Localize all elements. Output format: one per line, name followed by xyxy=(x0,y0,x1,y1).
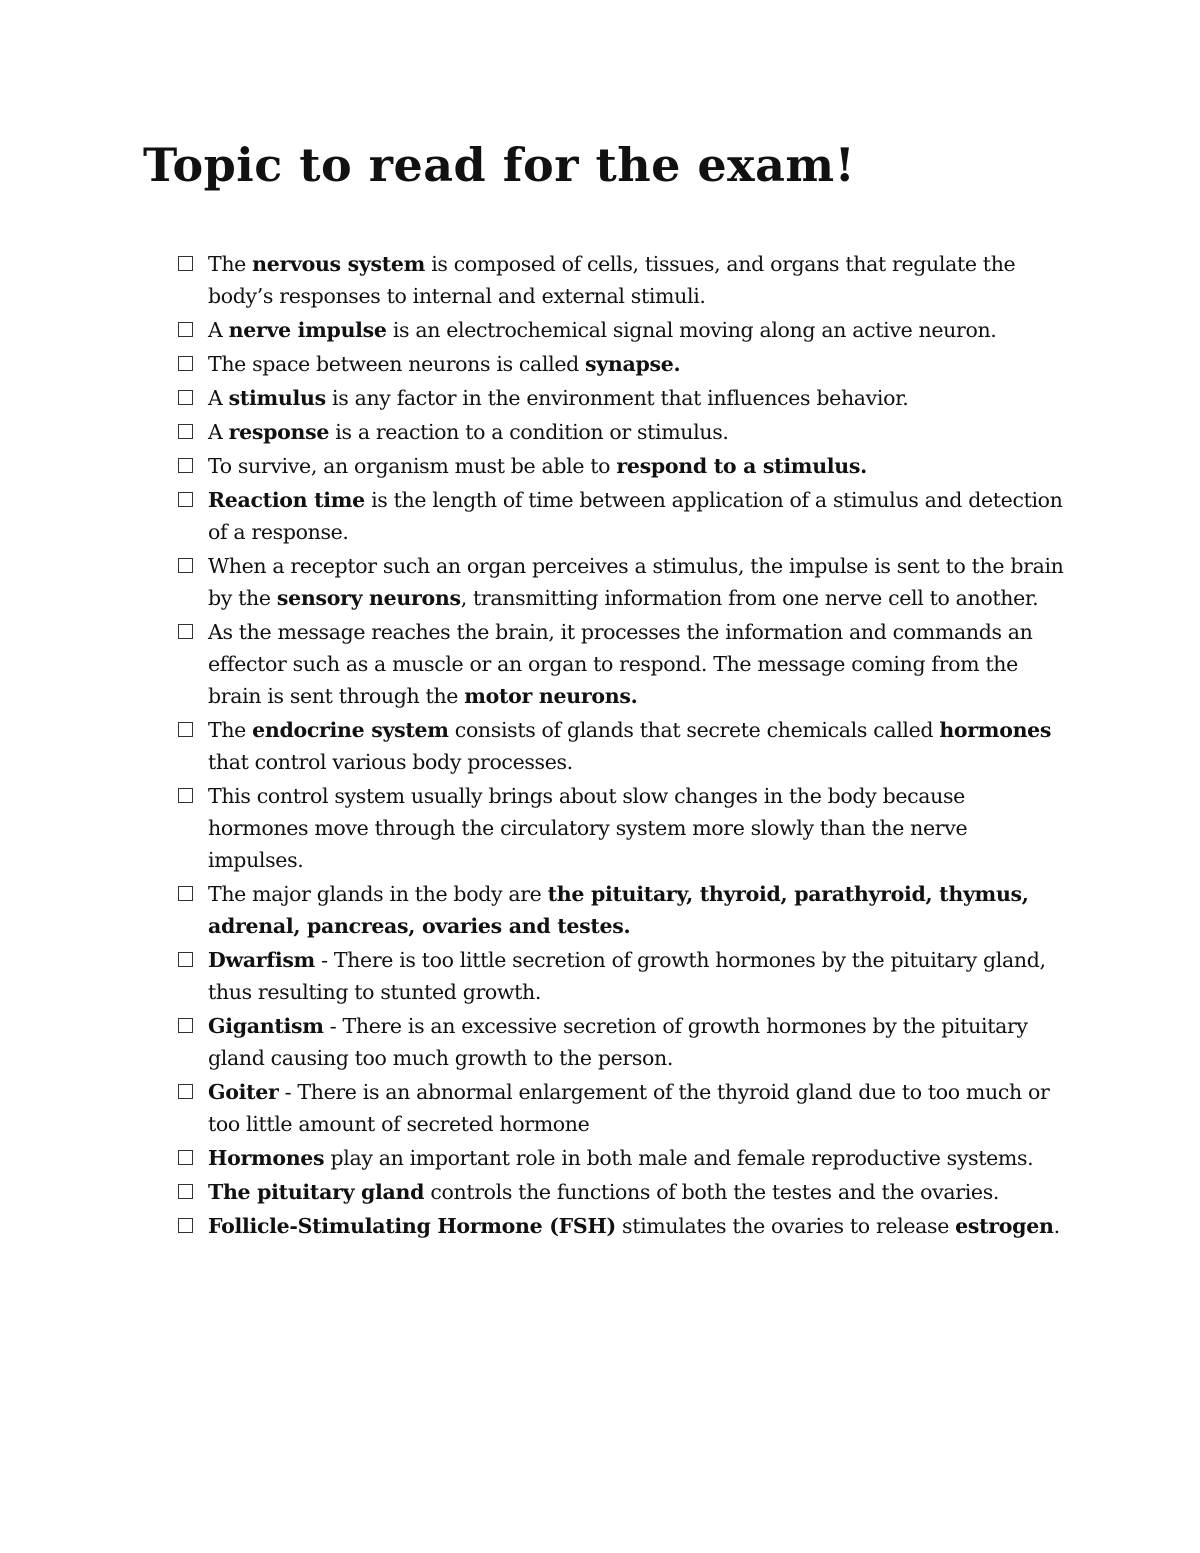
text-segment: that control various body processes. xyxy=(208,750,573,774)
checklist-item-text xyxy=(208,878,1068,942)
text-segment: The xyxy=(208,252,253,276)
text-segment: A xyxy=(208,386,229,410)
checklist-item xyxy=(178,416,1068,448)
bold-term: response xyxy=(228,420,330,444)
checkbox-icon[interactable] xyxy=(178,722,193,737)
checklist-item-text xyxy=(208,450,1068,482)
checklist-item xyxy=(178,550,1068,614)
text-segment: This control system usually brings about slow changes in the body because hormones move through the circulatory system more slowly than the nerve impulses. xyxy=(208,784,968,872)
checklist-item xyxy=(178,714,1068,778)
checklist-item xyxy=(178,944,1068,1008)
checkbox-icon[interactable] xyxy=(178,1184,193,1199)
checkbox-icon[interactable] xyxy=(178,1218,193,1233)
checklist-item xyxy=(178,1142,1068,1174)
checklist-item xyxy=(178,348,1068,380)
checklist-item-text xyxy=(208,1176,1068,1208)
text-segment: The major glands in the body are xyxy=(208,882,548,906)
checkbox-icon[interactable] xyxy=(178,624,193,639)
bold-term: Hormones xyxy=(208,1146,325,1170)
bold-term: the pituitary, thyroid, parathyroid, thymus, adrenal, pancreas, ovaries and testes. xyxy=(208,882,1029,938)
checklist-item-text xyxy=(208,248,1068,312)
bold-term: nerve impulse xyxy=(228,318,387,342)
text-segment: consists of glands that secrete chemicals called xyxy=(448,718,940,742)
text-segment: - There is an excessive secretion of growth hormones by the pituitary gland causing too much growth to the person. xyxy=(208,1014,1028,1070)
checkbox-icon[interactable] xyxy=(178,952,193,967)
checklist xyxy=(178,248,1068,1244)
bold-term: motor neurons. xyxy=(464,684,638,708)
checkbox-icon[interactable] xyxy=(178,256,193,271)
checklist-item xyxy=(178,484,1068,548)
text-segment: play an important role in both male and female reproductive systems. xyxy=(324,1146,1034,1170)
checklist-item-text xyxy=(208,550,1068,614)
checklist-item xyxy=(178,1210,1068,1242)
checklist-item-text xyxy=(208,1076,1068,1140)
bold-term: sensory neurons xyxy=(276,586,461,610)
checkbox-icon[interactable] xyxy=(178,322,193,337)
checklist-item xyxy=(178,1176,1068,1208)
text-segment: is a reaction to a condition or stimulus. xyxy=(329,420,729,444)
checkbox-icon[interactable] xyxy=(178,788,193,803)
bold-term: nervous system xyxy=(252,252,426,276)
checklist-item xyxy=(178,382,1068,414)
checklist-item xyxy=(178,1010,1068,1074)
checklist-item-text xyxy=(208,616,1068,712)
checkbox-icon[interactable] xyxy=(178,1150,193,1165)
checklist-item-text xyxy=(208,780,1068,876)
text-segment: The xyxy=(208,718,253,742)
checkbox-icon[interactable] xyxy=(178,492,193,507)
checkbox-icon[interactable] xyxy=(178,1084,193,1099)
checkbox-icon[interactable] xyxy=(178,390,193,405)
text-segment: is the length of time between application of a stimulus and detection of a response. xyxy=(208,488,1063,544)
checklist-item xyxy=(178,616,1068,712)
page-title: Topic to read for the exam! xyxy=(143,138,856,192)
checklist-item-text xyxy=(208,382,1068,414)
bold-term: Dwarfism xyxy=(208,948,315,972)
checklist-item xyxy=(178,1076,1068,1140)
bold-term: Gigantism xyxy=(208,1014,324,1038)
checklist-item-text xyxy=(208,944,1068,1008)
checkbox-icon[interactable] xyxy=(178,558,193,573)
bold-term: respond to a stimulus. xyxy=(616,454,867,478)
text-segment: controls the functions of both the testes and the ovaries. xyxy=(424,1180,1000,1204)
bold-term: Reaction time xyxy=(208,488,365,512)
text-segment: The space between neurons is called xyxy=(208,352,586,376)
text-segment: is composed of cells, tissues, and organs that regulate the body’s responses to internal and external stimuli. xyxy=(208,252,1016,308)
bold-term: hormones xyxy=(939,718,1052,742)
text-segment: - There is too little secretion of growth hormones by the pituitary gland, thus resulting to stunted growth. xyxy=(208,948,1046,1004)
bold-term: endocrine system xyxy=(252,718,449,742)
bold-term: Goiter xyxy=(208,1080,279,1104)
checklist-item-text xyxy=(208,416,1068,448)
checklist-item xyxy=(178,314,1068,346)
bold-term: Follicle-Stimulating Hormone (FSH) xyxy=(208,1214,616,1238)
checklist-item-text xyxy=(208,348,1068,380)
text-segment: , transmitting information from one nerve cell to another. xyxy=(460,586,1039,610)
checklist-item-text xyxy=(208,484,1068,548)
text-segment: . xyxy=(1053,1214,1060,1238)
checklist-item xyxy=(178,450,1068,482)
text-segment: stimulates the ovaries to release xyxy=(615,1214,956,1238)
bold-term: The pituitary gland xyxy=(208,1180,425,1204)
checklist-item-text xyxy=(208,714,1068,778)
checkbox-icon[interactable] xyxy=(178,458,193,473)
checkbox-icon[interactable] xyxy=(178,1018,193,1033)
checklist-item-text xyxy=(208,314,1068,346)
bold-term: synapse. xyxy=(585,352,681,376)
text-segment: is any factor in the environment that influences behavior. xyxy=(325,386,909,410)
checkbox-icon[interactable] xyxy=(178,886,193,901)
text-segment: As the message reaches the brain, it processes the information and commands an effector such as a muscle or an organ to respond. The message coming from the brain is sent through the xyxy=(208,620,1033,708)
text-segment: A xyxy=(208,318,229,342)
checklist-item xyxy=(178,878,1068,942)
checklist-item xyxy=(178,248,1068,312)
text-segment: - There is an abnormal enlargement of the thyroid gland due to too much or too little amount of secreted hormone xyxy=(208,1080,1050,1136)
text-segment: A xyxy=(208,420,229,444)
checkbox-icon[interactable] xyxy=(178,356,193,371)
checklist-item xyxy=(178,780,1068,876)
bold-term: estrogen xyxy=(955,1214,1054,1238)
checklist-item-text xyxy=(208,1010,1068,1074)
text-segment: When a receptor such an organ perceives a stimulus, the impulse is sent to the brain by the xyxy=(208,554,1064,610)
text-segment: is an electrochemical signal moving along an active neuron. xyxy=(386,318,997,342)
checkbox-icon[interactable] xyxy=(178,424,193,439)
text-segment: To survive, an organism must be able to xyxy=(208,454,617,478)
bold-term: stimulus xyxy=(228,386,326,410)
checklist-item-text xyxy=(208,1142,1068,1174)
checklist-item-text xyxy=(208,1210,1068,1242)
